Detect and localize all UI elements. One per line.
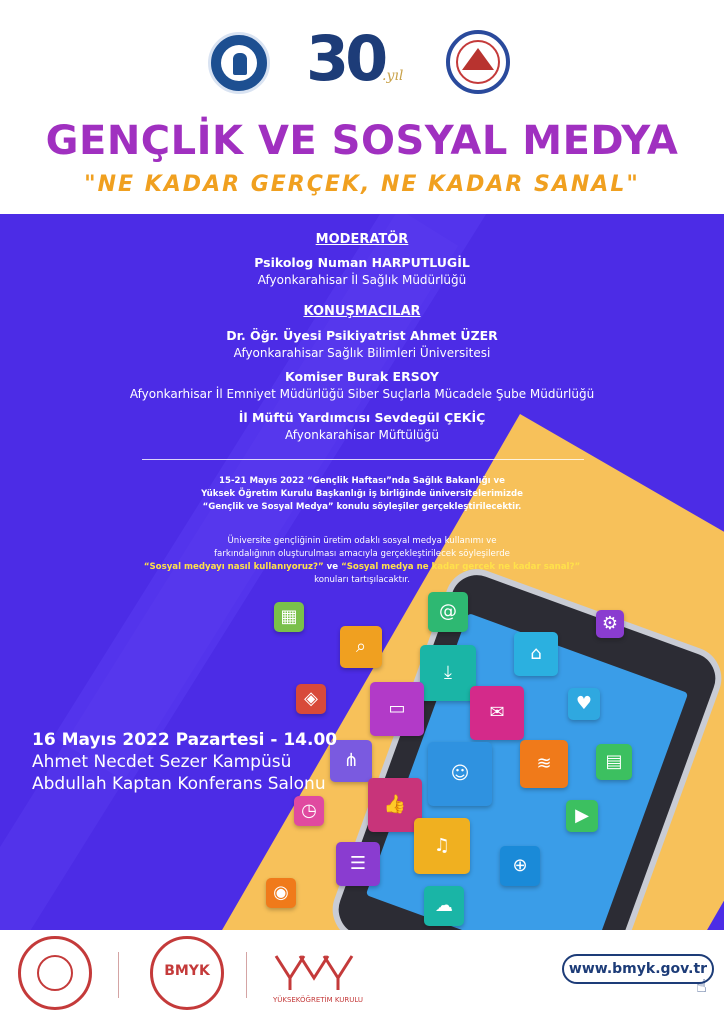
event-date-time: 16 Mayıs 2022 Pazartesi - 14.00 (32, 730, 338, 750)
cloud-icon: ☁ (424, 886, 464, 926)
moderator-heading: MODERATÖR (315, 232, 409, 247)
description-questions (0, 561, 724, 574)
clock-icon: ◷ (294, 796, 324, 826)
description-line: Üniversite gençliğinin üretim odaklı sosyal medya kullanımı ve (227, 536, 497, 546)
cube-icon: ◈ (296, 684, 326, 714)
download-icon: ⤓ (420, 645, 476, 701)
question-2: “Sosyal medya ne kadar gerçek ne kadar sanal?” (341, 562, 581, 572)
search-icon: ⌕ (340, 626, 382, 668)
health-sciences-university-logo (446, 30, 510, 94)
footer (0, 930, 724, 1024)
globe-icon: ⊕ (500, 846, 540, 886)
event-hall: Abdullah Kaptan Konferans Salonu (32, 774, 326, 794)
bmyk-logo (150, 936, 224, 1010)
moderator-name: Psikolog Numan HARPUTLUGİL (254, 255, 470, 270)
poster-subtitle: "NE KADAR GERÇEK, NE KADAR SANAL" (84, 172, 640, 197)
moderator-affiliation: Afyonkarahisar İl Sağlık Müdürlüğü (257, 273, 467, 287)
description-paragraph-1 (0, 475, 724, 514)
event-info (32, 730, 337, 794)
afyon-kocatepe-university-logo (208, 32, 270, 94)
speaker-affiliation: Afyonkarhisar İl Emniyet Müdürlüğü Siber Suçlarla Mücadele Şube Müdürlüğü (129, 387, 595, 401)
event-campus: Ahmet Necdet Sezer Kampüsü (32, 752, 292, 772)
30th-anniversary-logo (306, 22, 416, 96)
question-1: “Sosyal medyayı nasıl kullanıyoruz?” (143, 562, 324, 572)
poster-title: GENÇLİK VE SOSYAL MEDYA (45, 118, 679, 164)
divider (118, 952, 119, 998)
settings-icon: ⚙ (596, 610, 624, 638)
speaker-affiliation: Afyonkarahisar Müftülüğü (285, 428, 439, 442)
description-line: farkındalığının oluşturulması amacıyla gerçekleştirilecek söyleşilerde (214, 549, 510, 559)
camera-icon: ◉ (266, 878, 296, 908)
calendar-icon: ▦ (274, 602, 304, 632)
like-icon: 👍 (368, 778, 422, 832)
speaker-name: İl Müftü Yardımcısı Sevdegül ÇEKİÇ (238, 410, 486, 425)
speakers-heading: KONUŞMACILAR (303, 304, 421, 319)
mail-icon: ✉ (470, 686, 524, 740)
yok-mark-icon (272, 952, 364, 992)
divider (142, 459, 584, 460)
document-icon: ▤ (596, 744, 632, 780)
user-icon: ☺ (428, 742, 492, 806)
home-icon: ⌂ (514, 632, 558, 676)
description-line: “Gençlik ve Sosyal Medya” konulu söyleşiler gerçekleştirilecektir. (202, 502, 522, 512)
monitor-icon: ▭ (370, 682, 424, 736)
chat-icon: ☰ (336, 842, 380, 886)
at-icon: @ (428, 592, 468, 632)
anniversary-number: 30 (306, 22, 385, 95)
music-icon: ♫ (414, 818, 470, 874)
divider (246, 952, 247, 998)
share-icon: ⋔ (330, 740, 372, 782)
wifi-icon: ≋ (520, 740, 568, 788)
description-line: 15-21 Mayıs 2022 “Gençlik Haftası”nda Sağlık Bakanlığı ve (218, 476, 505, 486)
description-paragraph-2 (0, 535, 724, 587)
play-icon: ▶ (566, 800, 598, 832)
description-line: konuları tartışılacaktır. (314, 575, 410, 585)
speaker-affiliation: Afyonkarahisar Sağlık Bilimleri Üniversitesi (233, 346, 491, 360)
anniversary-suffix: .yıl (382, 68, 404, 84)
header-area (0, 0, 724, 214)
speaker-name: Komiser Burak ERSOY (285, 369, 439, 384)
bmyk-label: BMYK (164, 963, 210, 979)
pointer-hand-icon: ☝ (696, 976, 707, 997)
description-line: Yüksek Öğretim Kurulu Başkanlığı iş birliğinde üniversitelerimizde (201, 489, 523, 499)
yok-caption: YÜKSEKÖĞRETİM KURULU (272, 996, 364, 1004)
speaker-name: Dr. Öğr. Üyesi Psikiyatrist Ahmet ÜZER (226, 328, 498, 343)
heart-icon: ♥ (568, 688, 600, 720)
ministry-of-health-logo (18, 936, 92, 1010)
conjunction: ve (323, 562, 342, 572)
website-link[interactable]: www.bmyk.gov.tr (562, 954, 714, 984)
